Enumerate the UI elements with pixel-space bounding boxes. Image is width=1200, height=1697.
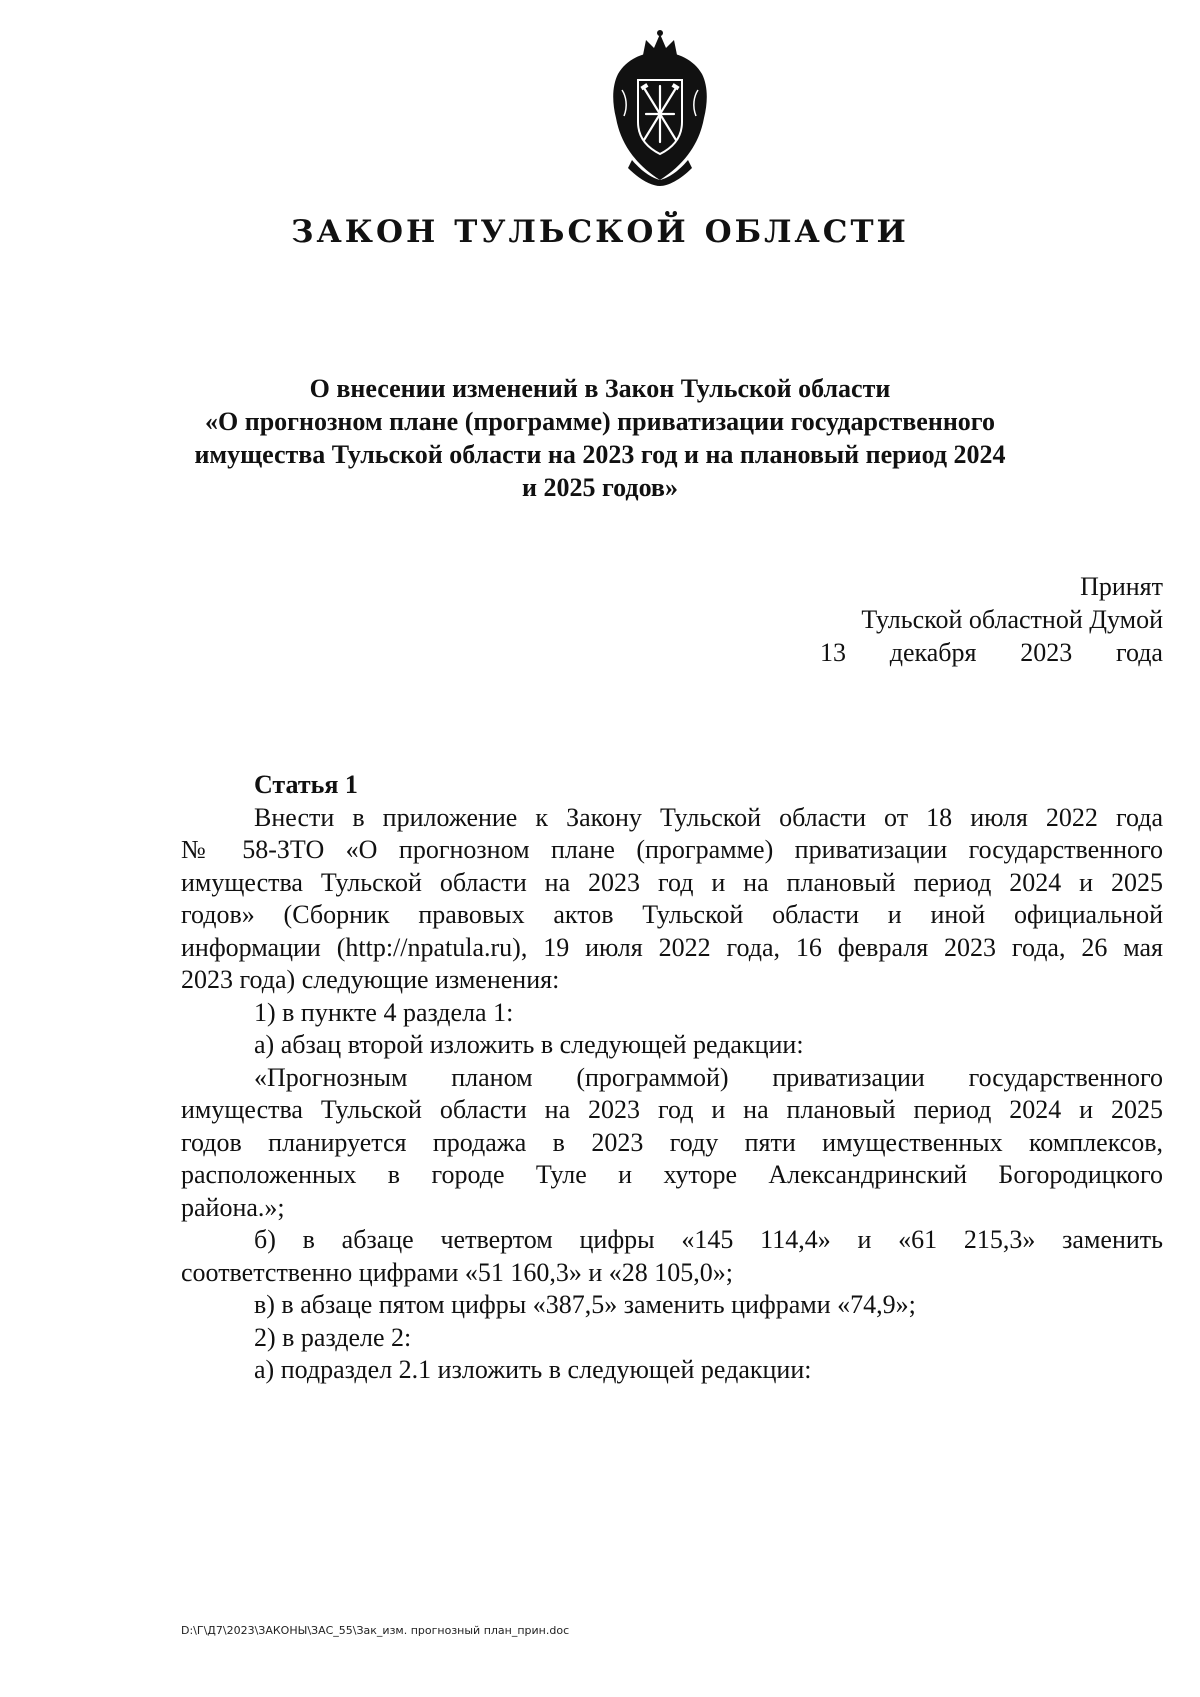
law-title-line-4: и 2025 годов»	[522, 473, 678, 502]
body-line: Внести в приложение к Закону Тульской области от 18 июля 2022 года	[254, 802, 1163, 832]
file-path-footer: D:\Г\Д7\2023\ЗАКОНЫ\ЗАС_55\Зак_изм. прогнозный план_прин.doc	[181, 1624, 570, 1637]
body-line: района.»;	[181, 1192, 285, 1222]
body-line: «Прогнозным планом (программой) приватизации государственного	[254, 1062, 1163, 1092]
law-heading-word-2: ТУЛЬСКОЙ	[454, 214, 689, 250]
adoption-day: 13	[820, 638, 846, 667]
adoption-block	[820, 570, 1163, 669]
body-line: 2023 года) следующие изменения:	[181, 965, 560, 994]
adoption-line-1: Принят	[1080, 572, 1163, 601]
tula-coat-of-arms-emblem	[602, 30, 718, 186]
body-line: в) в абзаце пятом цифры «387,5» заменить цифрами «74,9»;	[254, 1290, 916, 1319]
law-heading-word-3: ОБЛАСТИ	[704, 214, 909, 250]
law-title	[180, 372, 1020, 504]
body-line: № 58-ЗТО «О прогнозном плане (программе) приватизации государственного	[181, 835, 1163, 864]
law-title-line-2: «О прогнозном плане (программе) приватизации государственного	[205, 407, 995, 436]
body-line: информации (http://npatula.ru), 19 июля 2022 года, 16 февраля 2023 года, 26 мая	[181, 932, 1163, 962]
body-line: расположенных в городе Туле и хуторе Александринский Богородицкого	[181, 1160, 1163, 1189]
article-label: Статья 1	[254, 770, 358, 799]
body-line: а) подраздел 2.1 изложить в следующей редакции:	[254, 1355, 812, 1384]
body-line: годов планируется продажа в 2023 году пяти имущественных комплексов,	[181, 1127, 1163, 1157]
body-line: годов» (Сборник правовых актов Тульской области и иной официальной	[181, 900, 1163, 929]
body-line: 1) в пункте 4 раздела 1:	[254, 997, 514, 1027]
adoption-year: 2023	[1020, 638, 1073, 667]
adoption-date	[820, 636, 1163, 669]
body-line: а) абзац второй изложить в следующей редакции:	[254, 1030, 804, 1059]
adoption-month: декабря	[889, 638, 977, 667]
body-line: имущества Тульской области на 2023 год и на плановый период 2024 и 2025	[181, 867, 1163, 897]
body-line: 2) в разделе 2:	[254, 1322, 412, 1352]
body-line: соответственно цифрами «51 160,3» и «28 105,0»;	[181, 1257, 734, 1287]
adoption-year-word: года	[1115, 638, 1163, 667]
article-body	[181, 769, 1163, 1387]
law-title-line-3: имущества Тульской области на 2023 год и на плановый период 2024	[194, 440, 1006, 469]
body-line: б) в абзаце четвертом цифры «145 114,4» и «61 215,3» заменить	[254, 1225, 1163, 1254]
law-heading	[0, 214, 1200, 250]
body-line: имущества Тульской области на 2023 год и на плановый период 2024 и 2025	[181, 1095, 1163, 1124]
law-title-line-1: О внесении изменений в Закон Тульской области	[309, 374, 891, 403]
law-heading-word-1: ЗАКОН	[291, 214, 439, 250]
adoption-line-2: Тульской областной Думой	[861, 605, 1163, 634]
